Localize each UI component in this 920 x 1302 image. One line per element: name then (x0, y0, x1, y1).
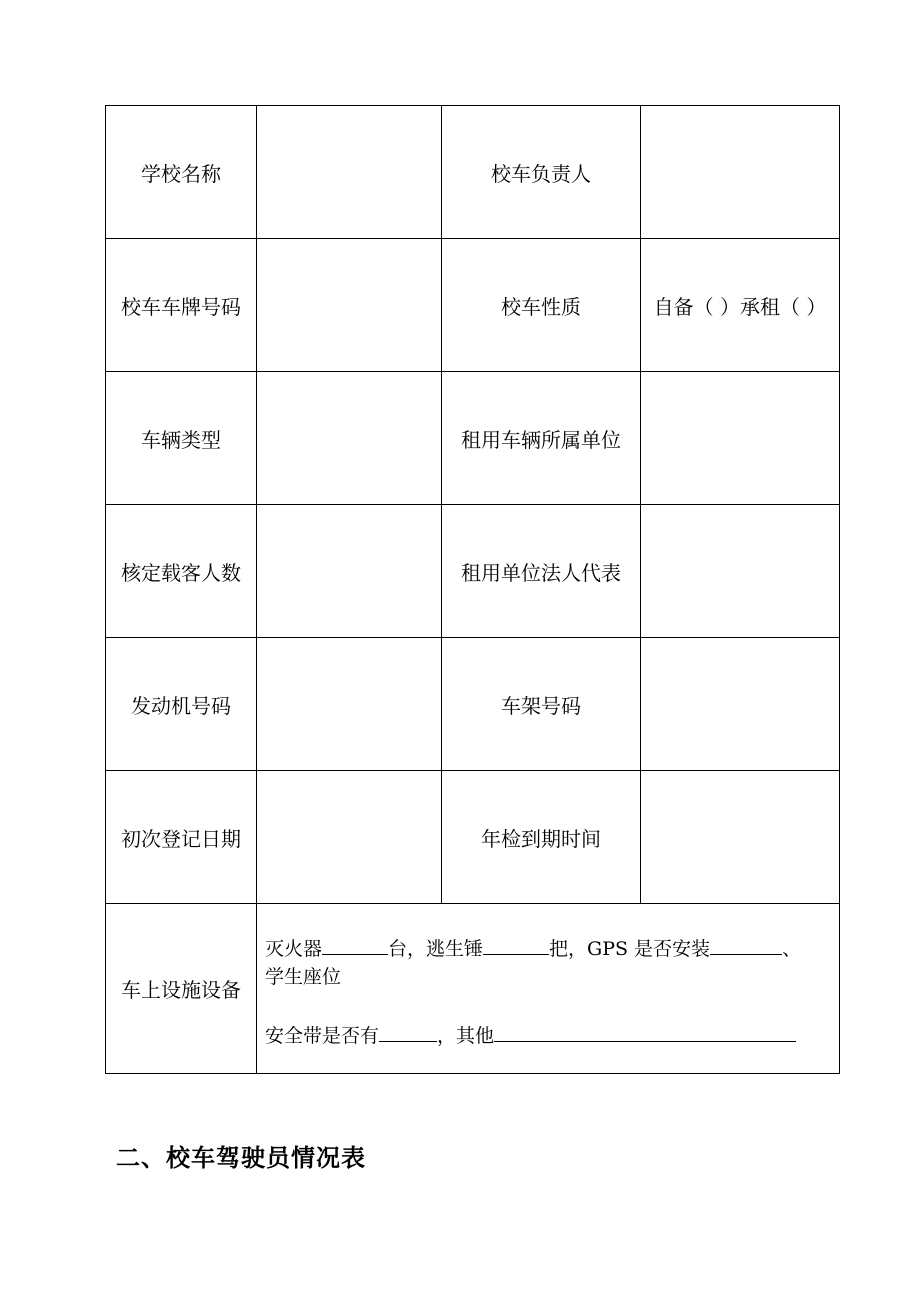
value-frame-number[interactable] (641, 638, 840, 771)
equipment-details (257, 904, 840, 1074)
table-row (106, 771, 840, 904)
other-field[interactable] (494, 1021, 796, 1042)
table-row (106, 904, 840, 1074)
value-capacity[interactable] (257, 505, 442, 638)
seatbelt-field[interactable] (379, 1021, 437, 1042)
label-capacity: 核定载客人数 (106, 505, 257, 638)
equipment-line-2 (265, 1021, 835, 1050)
value-rental-owner[interactable] (641, 372, 840, 505)
label-school-name: 学校名称 (106, 106, 257, 239)
label-frame-number: 车架号码 (442, 638, 641, 771)
equipment-line-1 (265, 934, 835, 991)
label-registration-date: 初次登记日期 (106, 771, 257, 904)
other-label: ，其他 (437, 1025, 495, 1047)
label-legal-rep: 租用单位法人代表 (442, 505, 641, 638)
label-rental-owner: 租用车辆所属单位 (442, 372, 641, 505)
hammer-label: 台，逃生锤 (388, 938, 484, 960)
label-vehicle-type: 车辆类型 (106, 372, 257, 505)
label-engine-number: 发动机号码 (106, 638, 257, 771)
section-title-driver-table: 二、校车驾驶员情况表 (116, 1144, 366, 1172)
value-plate-number[interactable] (257, 239, 442, 372)
seatbelt-label: 安全带是否有 (265, 1025, 380, 1047)
label-bus-manager: 校车负责人 (442, 106, 641, 239)
value-legal-rep[interactable] (641, 505, 840, 638)
table-row (106, 239, 840, 372)
value-bus-manager[interactable] (641, 106, 840, 239)
comma-separator: 、 (782, 938, 802, 960)
label-bus-nature: 校车性质 (442, 239, 641, 372)
label-plate-number: 校车车牌号码 (106, 239, 257, 372)
value-inspection-expiry[interactable] (641, 771, 840, 904)
fire-extinguisher-label: 灭火器 (265, 938, 323, 960)
vehicle-info-table (105, 105, 840, 1074)
value-registration-date[interactable] (257, 771, 442, 904)
value-vehicle-type[interactable] (257, 372, 442, 505)
hammer-count-field[interactable] (483, 934, 549, 955)
table-row (106, 372, 840, 505)
table-row (106, 106, 840, 239)
fire-extinguisher-count-field[interactable] (322, 934, 388, 955)
table-row (106, 638, 840, 771)
value-bus-nature[interactable]: 自备（ ）承租（ ） (641, 239, 840, 372)
gps-field[interactable] (710, 934, 782, 955)
table-row (106, 505, 840, 638)
label-inspection-expiry: 年检到期时间 (442, 771, 641, 904)
value-school-name[interactable] (257, 106, 442, 239)
gps-label: 把，GPS 是否安装 (549, 938, 711, 960)
label-equipment: 车上设施设备 (106, 904, 257, 1074)
value-engine-number[interactable] (257, 638, 442, 771)
seats-label: 学生座位 (265, 966, 342, 988)
